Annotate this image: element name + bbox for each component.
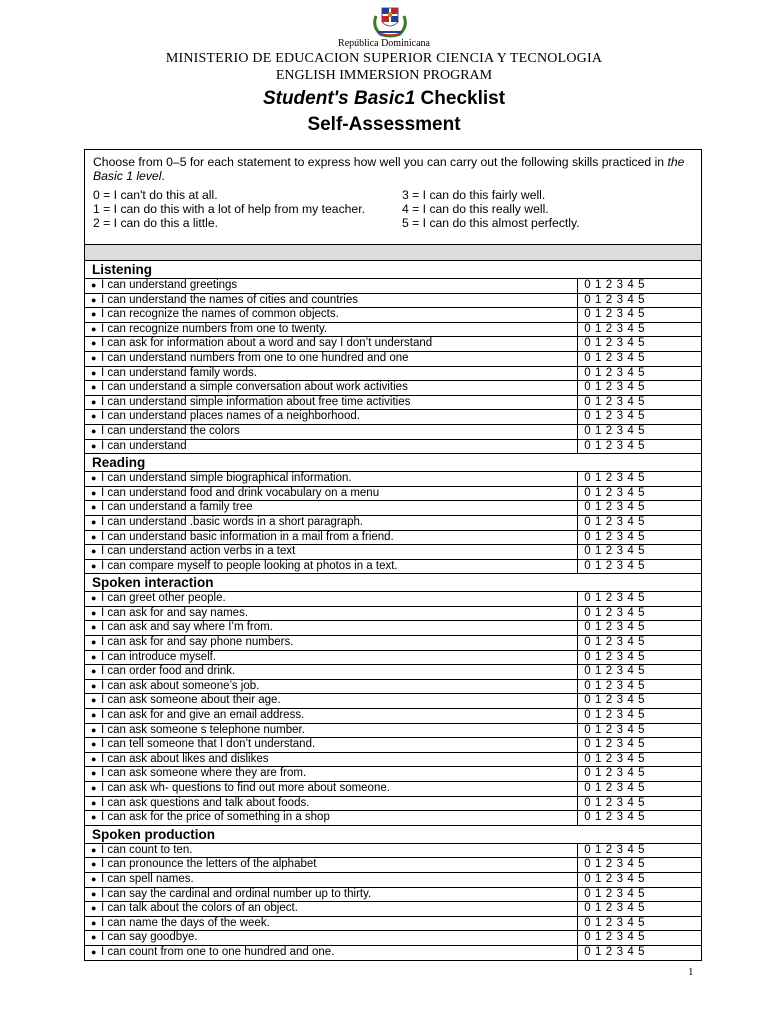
checklist-row: [85, 858, 702, 873]
rating-scale[interactable]: 0 1 2 3 4 5: [578, 395, 702, 410]
checklist-row: [85, 872, 702, 887]
statement-cell: [85, 665, 578, 680]
bullet-icon: ●: [91, 753, 97, 764]
checklist-row: [85, 559, 702, 574]
checklist-row: [85, 738, 702, 753]
bullet-icon: ●: [91, 502, 97, 513]
statement-cell: [85, 811, 578, 826]
checklist-table: [84, 260, 702, 961]
rating-scale[interactable]: 0 1 2 3 4 5: [578, 872, 702, 887]
checklist-row: [85, 351, 702, 366]
gray-separator: [84, 244, 702, 261]
statement-cell: [85, 916, 578, 931]
page-title: [0, 88, 768, 110]
statement-text: I can understand basic information in a mail from a friend.: [101, 530, 394, 543]
section-header-row: [85, 454, 702, 472]
statement-text: I can order food and drink.: [101, 665, 236, 678]
rating-scale[interactable]: 0 1 2 3 4 5: [578, 606, 702, 621]
bullet-icon: ●: [91, 666, 97, 677]
title-rest: Checklist: [415, 88, 506, 109]
rating-scale[interactable]: 0 1 2 3 4 5: [578, 694, 702, 709]
rating-scale[interactable]: 0 1 2 3 4 5: [578, 472, 702, 487]
statement-cell: [85, 767, 578, 782]
checklist-row: [85, 530, 702, 545]
statement-text: I can understand numbers from one to one hundred and one: [101, 351, 409, 364]
bullet-icon: ●: [91, 873, 97, 884]
bullet-icon: ●: [91, 695, 97, 706]
statement-text: I can ask for and say phone numbers.: [101, 636, 294, 649]
scale-legend-right: [402, 188, 580, 230]
statement-cell: [85, 530, 578, 545]
scale-legend-item: 5 = I can do this almost perfectly.: [402, 216, 580, 230]
statement-text: I can ask someone s telephone number.: [101, 723, 305, 736]
bullet-icon: ●: [91, 812, 97, 823]
statement-text: I can ask someone about their age.: [101, 694, 281, 707]
statement-text: I can recognize the names of common objects.: [101, 308, 339, 321]
checklist-row: [85, 486, 702, 501]
page-subtitle: Self-Assessment: [307, 114, 461, 135]
statement-text: I can understand places names of a neighborhood.: [101, 410, 360, 423]
rating-scale[interactable]: 0 1 2 3 4 5: [578, 351, 702, 366]
checklist-row: [85, 592, 702, 607]
rating-scale[interactable]: 0 1 2 3 4 5: [578, 752, 702, 767]
rating-scale[interactable]: 0 1 2 3 4 5: [578, 709, 702, 724]
checklist-row: [85, 811, 702, 826]
checklist-row: [85, 902, 702, 917]
statement-cell: [85, 752, 578, 767]
statement-cell: [85, 858, 578, 873]
rating-scale[interactable]: 0 1 2 3 4 5: [578, 767, 702, 782]
statement-text: I can understand a family tree: [101, 501, 253, 514]
statement-cell: [85, 782, 578, 797]
coat-of-arms-logo: [370, 2, 410, 38]
program-name: ENGLISH IMMERSION PROGRAM: [275, 68, 493, 83]
section-title: Reading: [85, 454, 702, 472]
statement-text: I can name the days of the week.: [101, 916, 270, 929]
statement-text: I can ask wh- questions to find out more about someone.: [101, 782, 390, 794]
statement-cell: [85, 606, 578, 621]
rating-scale[interactable]: 0 1 2 3 4 5: [578, 650, 702, 665]
bullet-icon: ●: [91, 593, 97, 604]
statement-text: I can ask about someone’s job.: [101, 679, 260, 692]
statement-cell: [85, 322, 578, 337]
statement-cell: [85, 381, 578, 396]
statement-text: I can ask and say where I’m from.: [101, 621, 273, 634]
scale-legend-item: 1 = I can do this with a lot of help from my teacher.: [93, 202, 365, 216]
scale-legend-item: 4 = I can do this really well.: [402, 202, 549, 216]
statement-cell: [85, 472, 578, 487]
bullet-icon: ●: [91, 903, 97, 914]
checklist-row: [85, 679, 702, 694]
bullet-icon: ●: [91, 440, 97, 451]
statement-text: I can ask for information about a word and say I don’t understand: [101, 337, 433, 350]
statement-text: I can ask about likes and dislikes: [101, 752, 269, 765]
bullet-icon: ●: [91, 309, 97, 320]
statement-text: I can understand the colors: [101, 424, 240, 437]
checklist-row: [85, 767, 702, 782]
checklist-row: [85, 308, 702, 323]
scale-legend-item: 0 = I can't do this at all.: [93, 188, 218, 202]
bullet-icon: ●: [91, 560, 97, 571]
bullet-icon: ●: [91, 487, 97, 498]
bullet-icon: ●: [91, 768, 97, 779]
section-title: Listening: [85, 261, 702, 279]
statement-text: I can understand family words.: [101, 366, 257, 379]
bullet-icon: ●: [91, 797, 97, 808]
rating-scale[interactable]: 0 1 2 3 4 5: [578, 916, 702, 931]
statement-cell: [85, 592, 578, 607]
scale-legend-item: 3 = I can do this fairly well.: [402, 188, 546, 202]
checklist-row: [85, 887, 702, 902]
rating-scale[interactable]: 0 1 2 3 4 5: [578, 931, 702, 946]
checklist-row: [85, 501, 702, 516]
bullet-icon: ●: [91, 888, 97, 899]
statement-text: I can introduce myself.: [101, 650, 217, 663]
checklist-row: [85, 322, 702, 337]
statement-text: I can count from one to one hundred and one.: [101, 945, 335, 958]
checklist-row: [85, 916, 702, 931]
statement-cell: [85, 486, 578, 501]
rating-scale[interactable]: 0 1 2 3 4 5: [578, 559, 702, 574]
bullet-icon: ●: [91, 844, 97, 855]
checklist-row: [85, 650, 702, 665]
bullet-icon: ●: [91, 338, 97, 349]
rating-scale[interactable]: 0 1 2 3 4 5: [578, 366, 702, 381]
statement-cell: [85, 395, 578, 410]
statement-text: I can understand food and drink vocabulary on a menu: [101, 486, 380, 499]
rating-scale[interactable]: 0 1 2 3 4 5: [578, 902, 702, 917]
rating-scale[interactable]: 0 1 2 3 4 5: [578, 843, 702, 858]
rating-scale[interactable]: 0 1 2 3 4 5: [578, 337, 702, 352]
bullet-icon: ●: [91, 411, 97, 422]
bullet-icon: ●: [91, 367, 97, 378]
statement-cell: [85, 515, 578, 530]
statement-cell: [85, 872, 578, 887]
statement-cell: [85, 636, 578, 651]
statement-cell: [85, 796, 578, 811]
rating-scale[interactable]: 0 1 2 3 4 5: [578, 887, 702, 902]
bullet-icon: ●: [91, 651, 97, 662]
checklist-row: [85, 723, 702, 738]
rating-scale[interactable]: 0 1 2 3 4 5: [578, 621, 702, 636]
statement-text: I can ask for the price of something in a shop: [101, 811, 330, 824]
instructions-level: the Basic 1 level: [93, 155, 685, 183]
rating-scale[interactable]: 0 1 2 3 4 5: [578, 782, 702, 797]
rating-scale[interactable]: 0 1 2 3 4 5: [578, 322, 702, 337]
checklist-row: [85, 395, 702, 410]
statement-cell: [85, 902, 578, 917]
rating-scale[interactable]: 0 1 2 3 4 5: [578, 515, 702, 530]
statement-cell: [85, 559, 578, 574]
statement-text: I can understand a simple conversation about work activities: [101, 381, 408, 394]
rating-scale[interactable]: 0 1 2 3 4 5: [578, 636, 702, 651]
rating-scale[interactable]: 0 1 2 3 4 5: [578, 530, 702, 545]
section-header-row: [85, 825, 702, 843]
statement-text: I can understand .basic words in a short paragraph.: [101, 515, 364, 528]
statement-text: I can compare myself to people looking at photos in a text.: [101, 559, 398, 572]
checklist-row: [85, 752, 702, 767]
checklist-row: [85, 293, 702, 308]
ministry-name: MINISTERIO DE EDUCACION SUPERIOR CIENCIA Y TECNOLOGIA: [165, 51, 603, 66]
rating-scale[interactable]: 0 1 2 3 4 5: [578, 592, 702, 607]
bullet-icon: ●: [91, 280, 97, 290]
statement-text: I can recognize numbers from one to twenty.: [101, 322, 328, 335]
statement-cell: [85, 279, 578, 294]
rating-scale[interactable]: 0 1 2 3 4 5: [578, 796, 702, 811]
rating-scale[interactable]: 0 1 2 3 4 5: [578, 545, 702, 560]
section-header-row: [85, 574, 702, 592]
checklist-row: [85, 337, 702, 352]
bullet-icon: ●: [91, 323, 97, 334]
bullet-icon: ●: [91, 516, 97, 527]
page-number: 1: [688, 966, 694, 978]
checklist-row: [85, 279, 702, 294]
statement-cell: [85, 723, 578, 738]
instructions-text-end: .: [161, 169, 165, 183]
bullet-icon: ●: [91, 473, 97, 484]
statement-cell: [85, 931, 578, 946]
checklist-row: [85, 410, 702, 425]
statement-text: I can count to ten.: [101, 843, 193, 856]
statement-cell: [85, 366, 578, 381]
statement-cell: [85, 501, 578, 516]
checklist-row: [85, 782, 702, 797]
bullet-icon: ●: [91, 917, 97, 928]
section-title: Spoken interaction: [85, 574, 702, 592]
statement-cell: [85, 351, 578, 366]
rating-scale[interactable]: 0 1 2 3 4 5: [578, 945, 702, 960]
statement-text: I can ask questions and talk about foods.: [101, 796, 310, 809]
statement-cell: [85, 293, 578, 308]
statement-text: I can understand simple biographical information.: [101, 472, 352, 485]
checklist-row: [85, 843, 702, 858]
bullet-icon: ●: [91, 783, 97, 793]
statement-cell: [85, 439, 578, 454]
statement-cell: [85, 843, 578, 858]
bullet-icon: ●: [91, 352, 97, 363]
checklist-row: [85, 515, 702, 530]
statement-cell: [85, 738, 578, 753]
statement-cell: [85, 679, 578, 694]
checklist-row: [85, 709, 702, 724]
statement-text: I can spell names.: [101, 872, 194, 885]
bullet-icon: ●: [91, 294, 97, 305]
statement-cell: [85, 650, 578, 665]
bullet-icon: ●: [91, 724, 97, 735]
bullet-icon: ●: [91, 946, 97, 957]
statement-text: I can talk about the colors of an object.: [101, 902, 298, 915]
section-header-row: [85, 261, 702, 279]
checklist-row: [85, 545, 702, 560]
statement-text: I can understand action verbs in a text: [101, 545, 296, 558]
rating-scale[interactable]: 0 1 2 3 4 5: [578, 486, 702, 501]
statement-text: I can understand greetings: [101, 279, 238, 291]
statement-cell: [85, 694, 578, 709]
checklist-row: [85, 472, 702, 487]
bullet-icon: ●: [91, 859, 97, 870]
title-italic: Student's Basic1: [262, 88, 416, 109]
statement-text: I can say the cardinal and ordinal number up to thirty.: [101, 887, 372, 900]
checklist-row: [85, 366, 702, 381]
rating-scale[interactable]: 0 1 2 3 4 5: [578, 811, 702, 826]
scale-legend-item: 2 = I can do this a little.: [93, 216, 218, 230]
statement-text: I can understand simple information about free time activities: [101, 395, 411, 408]
rating-scale[interactable]: 0 1 2 3 4 5: [578, 679, 702, 694]
country-name: República Dominicana: [338, 38, 430, 49]
checklist-row: [85, 636, 702, 651]
statement-cell: [85, 621, 578, 636]
rating-scale[interactable]: 0 1 2 3 4 5: [578, 381, 702, 396]
rating-scale[interactable]: 0 1 2 3 4 5: [578, 723, 702, 738]
rating-scale[interactable]: 0 1 2 3 4 5: [578, 279, 702, 294]
bullet-icon: ●: [91, 607, 97, 618]
bullet-icon: ●: [91, 637, 97, 648]
bullet-icon: ●: [91, 739, 97, 750]
statement-text: I can pronounce the letters of the alphabet: [101, 858, 317, 871]
bullet-icon: ●: [91, 932, 97, 943]
checklist-row: [85, 439, 702, 454]
bullet-icon: ●: [91, 531, 97, 542]
checklist-row: [85, 381, 702, 396]
statement-cell: [85, 887, 578, 902]
statement-cell: [85, 308, 578, 323]
statement-cell: [85, 410, 578, 425]
statement-text: I can greet other people.: [101, 592, 226, 605]
statement-text: I can say goodbye.: [101, 931, 198, 944]
statement-cell: [85, 337, 578, 352]
rating-scale[interactable]: 0 1 2 3 4 5: [578, 858, 702, 873]
rating-scale[interactable]: 0 1 2 3 4 5: [578, 424, 702, 439]
bullet-icon: ●: [91, 710, 97, 721]
instructions-box: [84, 149, 702, 244]
instructions-text: [93, 155, 698, 183]
instructions-text-start: Choose from 0–5 for each statement to express how well you can carry out the following skills practiced in: [93, 155, 668, 169]
rating-scale[interactable]: 0 1 2 3 4 5: [578, 439, 702, 454]
checklist-row: [85, 694, 702, 709]
checklist-row: [85, 931, 702, 946]
bullet-icon: ●: [91, 622, 97, 633]
bullet-icon: ●: [91, 396, 97, 407]
section-title: Spoken production: [85, 825, 702, 843]
checklist-row: [85, 945, 702, 960]
statement-cell: [85, 709, 578, 724]
scale-legend-left: [93, 188, 365, 230]
statement-text: I can ask someone where they are from.: [101, 767, 307, 780]
checklist-row: [85, 621, 702, 636]
rating-scale[interactable]: 0 1 2 3 4 5: [578, 501, 702, 516]
bullet-icon: ●: [91, 680, 97, 691]
statement-cell: [85, 945, 578, 960]
rating-scale[interactable]: 0 1 2 3 4 5: [578, 738, 702, 753]
statement-cell: [85, 545, 578, 560]
bullet-icon: ●: [91, 382, 97, 393]
checklist-row: [85, 424, 702, 439]
statement-text: I can understand: [101, 439, 187, 452]
rating-scale[interactable]: 0 1 2 3 4 5: [578, 410, 702, 425]
statement-cell: [85, 424, 578, 439]
checklist-row: [85, 665, 702, 680]
rating-scale[interactable]: 0 1 2 3 4 5: [578, 308, 702, 323]
statement-text: I can ask for and give an email address.: [101, 709, 305, 722]
bullet-icon: ●: [91, 425, 97, 436]
statement-text: I can understand the names of cities and countries: [101, 293, 358, 306]
bullet-icon: ●: [91, 546, 97, 557]
checklist-row: [85, 606, 702, 621]
rating-scale[interactable]: 0 1 2 3 4 5: [578, 293, 702, 308]
statement-text: I can ask for and say names.: [101, 606, 249, 619]
checklist-row: [85, 796, 702, 811]
rating-scale[interactable]: 0 1 2 3 4 5: [578, 665, 702, 680]
statement-text: I can tell someone that I don’t understand.: [101, 738, 316, 751]
